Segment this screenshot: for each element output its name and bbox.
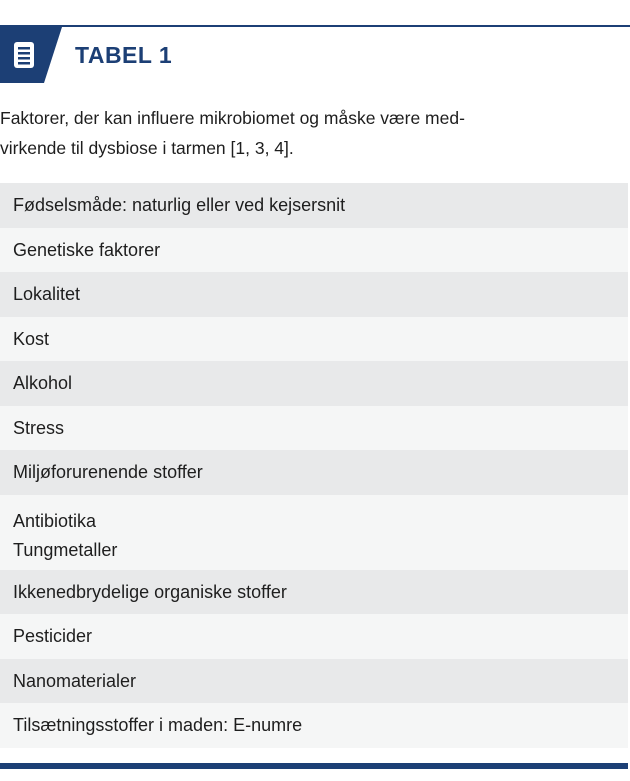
table-row [0, 361, 628, 406]
table-row [0, 570, 628, 615]
table-row [0, 406, 628, 451]
caption-line: Faktorer, der kan influere mikrobiomet og måske være med- [0, 108, 465, 128]
table-cell-text: Fødselsmåde: naturlig eller ved kejsersnit [13, 195, 346, 215]
table-row [0, 228, 628, 273]
document-icon [0, 27, 62, 83]
table-cell-text: Ikkenedbrydelige organiske stoffer [13, 581, 287, 602]
table-row [0, 659, 628, 704]
table-cell-text: Tilsætningsstoffer i maden: E-numre [13, 715, 303, 735]
table-cell-text: Lokalitet [13, 284, 81, 304]
table-row [0, 450, 628, 495]
table-cell-text: Genetiske faktorer [13, 239, 161, 260]
table-row [0, 703, 628, 748]
table-cell-text: Miljøforurenende stoffer [13, 462, 203, 482]
table-cell-text: Antibiotika [13, 510, 97, 531]
table-row [0, 317, 628, 362]
table-cell-text: Stress [13, 417, 65, 438]
factor-list [0, 183, 628, 748]
table-row [0, 495, 628, 570]
table-title: TABEL 1 [75, 42, 173, 68]
table-caption [0, 103, 600, 163]
table-cell-text: Pesticider [13, 626, 93, 646]
table-row [0, 614, 628, 659]
caption-line: virkende til dysbiose i tarmen [1, 3, 4]. [0, 138, 294, 158]
table-cell-text: Nanomaterialer [13, 670, 137, 691]
table-cell-text: Tungmetaller [13, 539, 118, 560]
table-cell-text: Alkohol [13, 373, 73, 393]
table-header [0, 27, 630, 83]
table-cell-text: Kost [13, 328, 50, 349]
table-row [0, 183, 628, 228]
bottom-rule [0, 763, 628, 769]
table-row [0, 272, 628, 317]
